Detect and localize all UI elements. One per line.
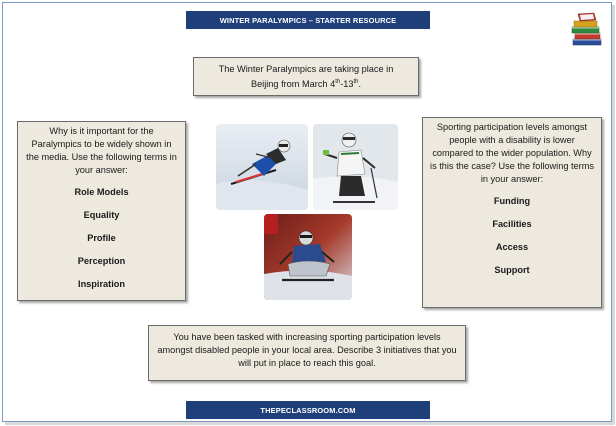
term-funding: Funding [493,196,531,206]
sit-skier-photo [313,124,398,210]
footer-banner[interactable]: THEPECLASSROOM.COM [186,401,430,419]
intro-box [193,57,419,96]
header-banner: WINTER PARALYMPICS – STARTER RESOURCE [186,11,430,29]
term-support: Support [494,265,530,275]
sledge-skier-photo [264,214,352,300]
stacked-books-icon [570,12,604,48]
intro-sup-1: th [335,79,341,85]
media-terms-list [24,186,179,291]
term-profile: Profile [87,233,116,243]
intro-line-1: The Winter Paralympics are taking place in [218,64,394,74]
participation-question-box [422,117,602,308]
participation-terms-list [429,195,595,277]
intro-date-prefix: Beijing from March 4 [250,79,336,90]
task-box [148,325,466,381]
para-skier-photo [216,124,308,210]
intro-sup-2: th [353,79,359,85]
intro-line-2 [194,76,418,91]
media-question-box [17,121,186,301]
term-role-models: Role Models [74,187,129,197]
term-inspiration: Inspiration [78,279,125,289]
term-perception: Perception [77,256,126,266]
intro-date-end: . [358,79,362,90]
term-equality: Equality [83,210,120,220]
task-text: You have been tasked with increasing sporting participation levels amongst disabled people in your local area. Describe 3 initiatives that you will put in place to reach this goal. [157,332,457,368]
media-question-text: Why is it important for the Paralympics to be widely shown in the media. Use the following terms in your answer: [26,126,177,175]
term-facilities: Facilities [492,219,532,229]
participation-question-text: Sporting participation levels amongst people with a disability is lower compared to the wider population. Why is this the case? Use the following terms in your answer: [430,122,594,184]
term-access: Access [495,242,529,252]
intro-date-range: -13 [340,79,354,90]
